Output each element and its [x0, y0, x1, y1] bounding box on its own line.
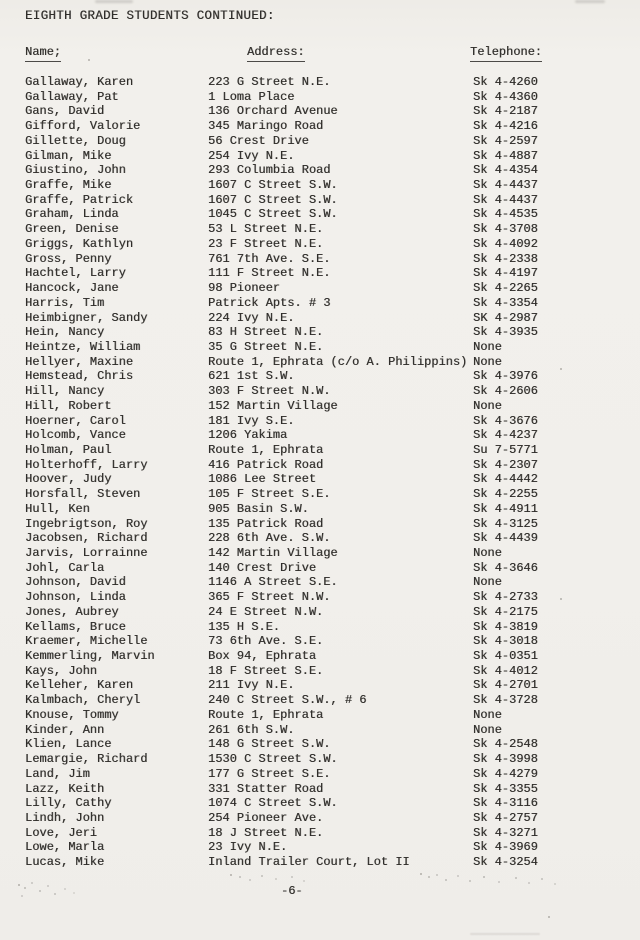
table-row	[0, 649, 640, 664]
student-address: 83 H Street N.E.	[208, 325, 324, 340]
table-row	[0, 399, 640, 414]
table-row	[0, 708, 640, 723]
student-name: Gallaway, Karen	[25, 75, 134, 89]
student-name: Hoover, Judy	[25, 472, 112, 487]
student-telephone: Sk 4-3254	[473, 855, 538, 870]
column-header-address: Address:	[247, 45, 305, 62]
student-address: 211 Ivy N.E.	[208, 678, 295, 693]
table-row	[0, 502, 640, 517]
table-row	[0, 782, 640, 797]
table-row	[0, 443, 640, 458]
student-telephone: Sk 4-2265	[473, 281, 538, 296]
table-row	[0, 340, 640, 355]
student-telephone: Sk 4-2187	[473, 104, 538, 119]
student-address: Patrick Apts. # 3	[208, 295, 331, 310]
student-address: 261 6th S.W.	[208, 722, 295, 737]
student-telephone: Sk 4-3355	[473, 781, 538, 796]
table-row	[0, 561, 640, 576]
table-row	[0, 193, 640, 208]
student-name: Gifford, Valorie	[25, 119, 141, 134]
student-telephone: Sk 4-4437	[473, 192, 538, 207]
student-name: Hachtel, Larry	[25, 266, 126, 281]
student-telephone: Sk 4-2548	[473, 737, 538, 752]
table-row	[0, 723, 640, 738]
table-row	[0, 90, 640, 105]
scan-smudge-top-right	[575, 0, 605, 3]
student-address: 228 6th Ave. S.W.	[208, 531, 331, 546]
column-header-telephone: Telephone:	[470, 45, 542, 62]
student-address: Inland Trailer Court, Lot II	[208, 855, 410, 870]
table-row	[0, 207, 640, 222]
student-telephone: Sk 4-4360	[473, 89, 538, 104]
scan-streak-bottom	[470, 933, 540, 935]
student-telephone: Sk 4-2175	[473, 604, 538, 619]
student-address: 1045 C Street S.W.	[208, 207, 338, 222]
student-address: 148 G Street S.W.	[208, 737, 331, 752]
table-row	[0, 222, 640, 237]
student-address: 181 Ivy S.E.	[208, 413, 295, 428]
table-row	[0, 384, 640, 399]
student-name: Hellyer, Maxine	[25, 354, 134, 369]
table-row	[0, 634, 640, 649]
student-telephone: Sk 4-4092	[473, 236, 538, 251]
scan-smudge-bottom-right	[420, 873, 422, 875]
student-telephone: Sk 4-4911	[473, 501, 538, 516]
table-row	[0, 517, 640, 532]
table-row	[0, 134, 640, 149]
table-row	[0, 325, 640, 340]
student-telephone: Sk 4-2606	[473, 384, 538, 399]
student-telephone: Sk 4-3998	[473, 752, 538, 767]
student-name: Lucas, Mike	[25, 855, 105, 870]
student-name: Hancock, Jane	[25, 281, 119, 296]
student-telephone: Sk 4-4216	[473, 119, 538, 134]
table-row	[0, 840, 640, 855]
table-row	[0, 296, 640, 311]
student-name: Gans, David	[25, 104, 105, 119]
student-name: Heintze, William	[25, 339, 141, 354]
student-address: 416 Patrick Road	[208, 457, 324, 472]
student-address: Route 1, Ephrata	[208, 442, 324, 457]
table-row	[0, 678, 640, 693]
table-row	[0, 811, 640, 826]
student-name: Love, Jeri	[25, 825, 98, 840]
student-name: Holman, Paul	[25, 442, 112, 457]
student-telephone: Su 7-5771	[473, 442, 538, 457]
student-name: Kinder, Ann	[25, 722, 105, 737]
table-row	[0, 119, 640, 134]
table-row	[0, 252, 640, 267]
student-address: 224 Ivy N.E.	[208, 310, 295, 325]
student-address: 621 1st S.W.	[208, 369, 295, 384]
student-address: 1086 Lee Street	[208, 472, 317, 487]
page-number: -6-	[281, 884, 303, 898]
student-address: Route 1, Ephrata	[208, 707, 324, 722]
student-address: Box 94, Ephrata	[208, 649, 317, 664]
student-name: Giustino, John	[25, 163, 126, 178]
student-address: 23 F Street N.E.	[208, 236, 324, 251]
student-address: 761 7th Ave. S.E.	[208, 251, 331, 266]
student-address: 135 H S.E.	[208, 619, 281, 634]
student-telephone: Sk 4-3976	[473, 369, 538, 384]
table-row	[0, 104, 640, 119]
student-address: 24 E Street N.W.	[208, 604, 324, 619]
table-row	[0, 664, 640, 679]
table-row	[0, 163, 640, 178]
student-address: 1530 C Street S.W.	[208, 752, 338, 767]
table-row	[0, 355, 640, 370]
student-address: 905 Basin S.W.	[208, 501, 309, 516]
student-name: Heimbigner, Sandy	[25, 310, 148, 325]
student-telephone: Sk 4-3935	[473, 325, 538, 340]
student-telephone: Sk 4-4237	[473, 428, 538, 443]
student-name: Holterhoff, Larry	[25, 457, 148, 472]
scan-smudge-top-left	[95, 0, 133, 3]
student-name: Green, Denise	[25, 222, 119, 237]
student-name: Harris, Tim	[25, 295, 105, 310]
table-row	[0, 458, 640, 473]
student-name: Jones, Aubrey	[25, 604, 119, 619]
student-address: 1206 Yakima	[208, 428, 288, 443]
column-header-name: Name;	[25, 45, 61, 62]
student-telephone: Sk 4-3125	[473, 516, 538, 531]
student-telephone: None	[473, 707, 502, 722]
student-telephone: Sk 4-3116	[473, 796, 538, 811]
student-address: 18 F Street S.E.	[208, 663, 324, 678]
student-telephone: Sk 4-3676	[473, 413, 538, 428]
table-row	[0, 281, 640, 296]
table-row	[0, 752, 640, 767]
student-telephone: Sk 4-2597	[473, 133, 538, 148]
scan-smudge-bottom-center	[230, 874, 232, 876]
student-name: Johl, Carla	[25, 560, 105, 575]
table-row	[0, 311, 640, 326]
student-name: Klien, Lance	[25, 737, 112, 752]
table-row	[0, 693, 640, 708]
student-address: 254 Ivy N.E.	[208, 148, 295, 163]
table-row	[0, 149, 640, 164]
column-header-row	[0, 45, 640, 61]
table-row	[0, 472, 640, 487]
student-telephone: Sk 4-3969	[473, 840, 538, 855]
table-row	[0, 590, 640, 605]
student-telephone: Sk 4-3819	[473, 619, 538, 634]
table-row	[0, 767, 640, 782]
student-telephone: None	[473, 575, 502, 590]
student-telephone: Sk 4-4260	[473, 75, 538, 89]
student-telephone: Sk 4-4439	[473, 531, 538, 546]
student-address: 136 Orchard Avenue	[208, 104, 338, 119]
student-name: Gillette, Doug	[25, 133, 126, 148]
student-name: Lowe, Marla	[25, 840, 105, 855]
student-telephone: Sk 4-3354	[473, 295, 538, 310]
student-name: Kays, John	[25, 663, 98, 678]
student-telephone: Sk 4-2733	[473, 590, 538, 605]
student-address: 1 Loma Place	[208, 89, 295, 104]
student-address: 73 6th Ave. S.E.	[208, 634, 324, 649]
table-row	[0, 266, 640, 281]
student-name: Land, Jim	[25, 766, 90, 781]
student-name: Kelleher, Karen	[25, 678, 134, 693]
table-row	[0, 620, 640, 635]
student-name: Hull, Ken	[25, 501, 90, 516]
student-address: 331 Statter Road	[208, 781, 324, 796]
student-name: Ingebrigtson, Roy	[25, 516, 148, 531]
table-row	[0, 546, 640, 561]
student-telephone: Sk 4-4442	[473, 472, 538, 487]
student-address: 240 C Street S.W., # 6	[208, 693, 367, 708]
student-telephone: Sk 4-2757	[473, 810, 538, 825]
student-telephone: Sk 4-3646	[473, 560, 538, 575]
student-telephone: Sk 4-3271	[473, 825, 538, 840]
table-row	[0, 428, 640, 443]
student-name: Hill, Robert	[25, 398, 112, 413]
student-address: 111 F Street N.E.	[208, 266, 331, 281]
table-row	[0, 605, 640, 620]
student-name: Johnson, Linda	[25, 590, 126, 605]
scan-smudge-bottom-left	[18, 884, 20, 886]
scan-speck	[548, 916, 550, 918]
student-name: Knouse, Tommy	[25, 707, 119, 722]
student-name: Gross, Penny	[25, 251, 112, 266]
student-name: Hemstead, Chris	[25, 369, 134, 384]
table-row	[0, 855, 640, 870]
student-name: Hoerner, Carol	[25, 413, 126, 428]
student-address: Route 1, Ephrata (c/o A. Philippins)	[208, 354, 468, 369]
student-address: 53 L Street N.E.	[208, 222, 324, 237]
student-address: 135 Patrick Road	[208, 516, 324, 531]
table-row	[0, 531, 640, 546]
student-name: Lindh, John	[25, 810, 105, 825]
student-name: Kraemer, Michelle	[25, 634, 148, 649]
student-address: 1607 C Street S.W.	[208, 178, 338, 193]
student-telephone: Sk 4-4437	[473, 178, 538, 193]
student-address: 365 F Street N.W.	[208, 590, 331, 605]
student-address: 152 Martin Village	[208, 398, 338, 413]
student-address: 23 Ivy N.E.	[208, 840, 288, 855]
student-telephone: None	[473, 354, 502, 369]
student-telephone: None	[473, 722, 502, 737]
student-address: 140 Crest Drive	[208, 560, 317, 575]
student-telephone: Sk 4-4012	[473, 663, 538, 678]
student-telephone: None	[473, 339, 502, 354]
student-name: Holcomb, Vance	[25, 428, 126, 443]
student-address: 254 Pioneer Ave.	[208, 810, 324, 825]
student-name: Gallaway, Pat	[25, 89, 119, 104]
student-name: Gilman, Mike	[25, 148, 112, 163]
table-row	[0, 487, 640, 502]
student-name: Graffe, Patrick	[25, 192, 134, 207]
student-telephone: Sk 4-2307	[473, 457, 538, 472]
student-name: Lilly, Cathy	[25, 796, 112, 811]
table-row	[0, 178, 640, 193]
student-address: 35 G Street N.E.	[208, 339, 324, 354]
page-title: EIGHTH GRADE STUDENTS CONTINUED:	[25, 9, 275, 23]
student-address: 223 G Street N.E.	[208, 75, 331, 89]
student-address: 142 Martin Village	[208, 546, 338, 560]
student-telephone: Sk 4-3708	[473, 222, 538, 237]
student-address: 1607 C Street S.W.	[208, 192, 338, 207]
student-telephone: Sk 4-3728	[473, 693, 538, 708]
student-address: 56 Crest Drive	[208, 133, 309, 148]
student-address: 345 Maringo Road	[208, 119, 324, 134]
student-telephone: Sk 4-0351	[473, 649, 538, 664]
student-telephone: Sk 4-4354	[473, 163, 538, 178]
student-name: Kalmbach, Cheryl	[25, 693, 141, 708]
student-telephone: Sk 4-4535	[473, 207, 538, 222]
student-address: 1074 C Street S.W.	[208, 796, 338, 811]
student-address: 1146 A Street S.E.	[208, 575, 338, 590]
student-telephone: SK 4-2987	[473, 310, 538, 325]
student-address: 98 Pioneer	[208, 281, 281, 296]
student-name: Hill, Nancy	[25, 384, 105, 399]
student-name: Graham, Linda	[25, 207, 119, 222]
table-row	[0, 826, 640, 841]
student-name: Kemmerling, Marvin	[25, 649, 155, 664]
student-name: Lazz, Keith	[25, 781, 105, 796]
table-row	[0, 237, 640, 252]
student-name: Lemargie, Richard	[25, 752, 148, 767]
student-telephone: Sk 4-2255	[473, 487, 538, 502]
student-name: Horsfall, Steven	[25, 487, 141, 502]
student-name: Jarvis, Lorrainne	[25, 546, 148, 560]
table-row	[0, 75, 640, 90]
table-row	[0, 575, 640, 590]
student-telephone: Sk 4-2338	[473, 251, 538, 266]
student-list	[0, 75, 640, 870]
table-row	[0, 796, 640, 811]
student-address: 105 F Street S.E.	[208, 487, 331, 502]
student-telephone: None	[473, 546, 502, 560]
student-telephone: None	[473, 398, 502, 413]
student-telephone: Sk 4-2701	[473, 678, 538, 693]
student-telephone: Sk 4-4197	[473, 266, 538, 281]
student-name: Jacobsen, Richard	[25, 531, 148, 546]
student-telephone: Sk 4-3018	[473, 634, 538, 649]
table-row	[0, 369, 640, 384]
student-address: 177 G Street S.E.	[208, 766, 331, 781]
table-row	[0, 737, 640, 752]
student-telephone: Sk 4-4279	[473, 766, 538, 781]
student-name: Griggs, Kathlyn	[25, 236, 134, 251]
student-name: Graffe, Mike	[25, 178, 112, 193]
table-row	[0, 414, 640, 429]
student-telephone: Sk 4-4887	[473, 148, 538, 163]
student-name: Johnson, David	[25, 575, 126, 590]
student-address: 303 F Street N.W.	[208, 384, 331, 399]
student-name: Kellams, Bruce	[25, 619, 126, 634]
student-address: 293 Columbia Road	[208, 163, 331, 178]
student-address: 18 J Street N.E.	[208, 825, 324, 840]
student-name: Hein, Nancy	[25, 325, 105, 340]
